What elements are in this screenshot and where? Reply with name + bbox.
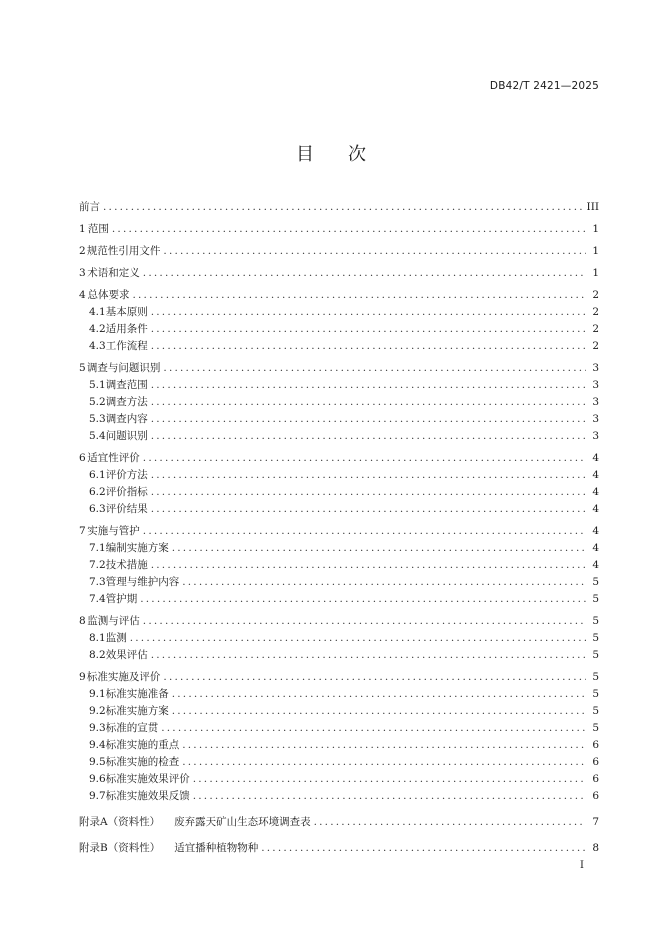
dot-leader	[193, 790, 586, 802]
toc-entry-number: 6.3	[89, 503, 106, 515]
toc-entry-page: 5	[592, 688, 599, 700]
toc-entry-label: 基本原则	[105, 306, 148, 318]
dot-leader	[151, 323, 586, 335]
toc-entry-page: III	[586, 201, 599, 213]
toc-entry-number: 9	[79, 671, 86, 683]
toc-entry-label: 评价指标	[105, 486, 148, 498]
toc-entry-number: 7.2	[89, 559, 106, 571]
dot-leader	[151, 559, 586, 571]
toc-entry-number: 8	[79, 615, 86, 627]
toc-entry[interactable]	[79, 287, 599, 304]
dot-leader	[172, 688, 586, 700]
toc-entry-label: 调查范围	[105, 379, 148, 391]
dot-leader	[151, 486, 586, 498]
toc-entry-page: 3	[592, 379, 599, 391]
toc-entry[interactable]	[79, 540, 599, 557]
toc-entry-number: 9.4	[89, 739, 106, 751]
standard-code: DB42/T 2421—2025	[489, 80, 599, 92]
toc-entry[interactable]	[79, 591, 599, 608]
dot-leader	[182, 756, 586, 768]
toc-entry-label: 标准实施准备	[105, 688, 169, 700]
toc-entry-page: 6	[592, 756, 599, 768]
dot-leader	[163, 245, 586, 257]
dot-leader	[140, 593, 586, 605]
toc-entry-number: 9.2	[89, 705, 106, 717]
toc-entry-page: 8	[592, 842, 599, 854]
toc-entry[interactable]	[79, 428, 599, 445]
toc-entry-number: 7.3	[89, 576, 106, 588]
toc-entry[interactable]	[79, 265, 599, 282]
table-of-contents	[79, 199, 599, 857]
toc-entry-number: 5.4	[89, 430, 106, 442]
toc-entry[interactable]	[79, 703, 599, 720]
toc-entry[interactable]	[79, 669, 599, 686]
toc-entry[interactable]	[79, 737, 599, 754]
toc-entry-page: 3	[592, 413, 599, 425]
toc-entry-page: 6	[592, 739, 599, 751]
dot-leader	[112, 223, 586, 235]
toc-entry-page: 4	[592, 503, 599, 515]
toc-entry-label: 标准实施的检查	[105, 756, 180, 768]
toc-entry[interactable]	[79, 338, 599, 355]
toc-entry-label: 管理与维护内容	[105, 576, 180, 588]
toc-entry-page: 5	[592, 615, 599, 627]
toc-entry[interactable]	[79, 394, 599, 411]
toc-entry-number: 8.1	[89, 632, 106, 644]
title-char-1: 目	[296, 144, 314, 165]
dot-leader	[132, 289, 586, 301]
toc-entry-label: 实施与管护	[87, 525, 140, 537]
toc-entry[interactable]	[79, 686, 599, 703]
toc-entry-label: 标准的宣贯	[105, 722, 159, 734]
dot-leader	[151, 396, 586, 408]
toc-entry-number: 6	[79, 452, 86, 464]
dot-leader	[314, 816, 586, 828]
footer-page-number: I	[580, 860, 584, 871]
toc-entry[interactable]	[79, 523, 599, 540]
toc-entry-number: 5.3	[89, 413, 106, 425]
toc-entry-number: 1	[79, 223, 86, 235]
toc-entry-label: 适宜性评价	[87, 452, 140, 464]
toc-entry-label: 适宜播种植物物种	[174, 842, 259, 854]
toc-entry-page: 2	[592, 306, 599, 318]
toc-entry-page: 5	[592, 705, 599, 717]
toc-entry-number: 6.1	[89, 469, 106, 481]
dot-leader	[163, 362, 586, 374]
toc-entry-number: 5.2	[89, 396, 106, 408]
toc-entry[interactable]	[79, 360, 599, 377]
dot-leader	[151, 649, 586, 661]
toc-entry-label: 评价方法	[105, 469, 148, 481]
toc-entry-page: 3	[592, 362, 599, 374]
toc-entry[interactable]	[79, 467, 599, 484]
toc-entry-page: 1	[592, 223, 599, 235]
dot-leader	[103, 201, 584, 213]
toc-entry[interactable]	[79, 199, 599, 216]
dot-leader	[151, 430, 586, 442]
toc-entry-page: 5	[592, 671, 599, 683]
toc-entry-number: 4.2	[89, 323, 106, 335]
toc-entry-page: 4	[592, 452, 599, 464]
dot-leader	[151, 306, 586, 318]
title-char-2: 次	[348, 144, 366, 165]
toc-entry-page: 5	[592, 722, 599, 734]
toc-entry-number: 附录B（资料性）	[79, 842, 161, 854]
toc-entry-label: 技术措施	[105, 559, 148, 571]
toc-entry-label: 评价结果	[105, 503, 148, 515]
toc-entry[interactable]	[79, 814, 599, 831]
toc-entry-number: 4	[79, 289, 86, 301]
dot-leader	[151, 340, 586, 352]
toc-entry-page: 6	[592, 790, 599, 802]
dot-leader	[261, 842, 586, 854]
dot-leader	[161, 722, 586, 734]
toc-entry-page: 5	[592, 632, 599, 644]
toc-entry-label: 效果评估	[105, 649, 148, 661]
toc-entry-page: 2	[592, 289, 599, 301]
toc-entry[interactable]	[79, 501, 599, 518]
toc-entry-page: 6	[592, 773, 599, 785]
toc-entry[interactable]	[79, 630, 599, 647]
toc-entry-label: 适用条件	[105, 323, 148, 335]
toc-entry-label: 调查内容	[105, 413, 148, 425]
toc-entry-number: 2	[79, 245, 86, 257]
page-title	[0, 140, 662, 166]
toc-entry[interactable]	[79, 771, 599, 788]
toc-entry-number: 9.5	[89, 756, 106, 768]
toc-entry[interactable]	[79, 647, 599, 664]
toc-entry-label: 调查方法	[105, 396, 148, 408]
toc-entry-page: 1	[592, 245, 599, 257]
toc-entry-label: 标准实施方案	[105, 705, 169, 717]
toc-entry-page: 1	[592, 267, 599, 279]
toc-entry-number: 9.3	[89, 722, 106, 734]
toc-entry[interactable]	[79, 720, 599, 737]
toc-entry[interactable]	[79, 754, 599, 771]
toc-entry-number: 7	[79, 525, 86, 537]
toc-entry[interactable]	[79, 243, 599, 260]
dot-leader	[172, 705, 586, 717]
toc-entry-page: 4	[592, 525, 599, 537]
dot-leader	[163, 671, 586, 683]
toc-entry-page: 4	[592, 542, 599, 554]
toc-entry-number: 附录A（资料性）	[79, 816, 161, 828]
toc-entry[interactable]	[79, 788, 599, 805]
toc-entry-label: 编制实施方案	[105, 542, 169, 554]
toc-entry[interactable]	[79, 613, 599, 630]
toc-entry-label: 问题识别	[105, 430, 148, 442]
toc-entry-page: 2	[592, 340, 599, 352]
toc-entry-label: 调查与问题识别	[86, 362, 161, 374]
dot-leader	[151, 469, 586, 481]
toc-entry-page: 3	[592, 430, 599, 442]
toc-entry-number: 4.1	[89, 306, 106, 318]
toc-entry-label: 标准实施及评价	[86, 671, 161, 683]
toc-entry-number: 5	[79, 362, 86, 374]
toc-entry-label: 规范性引用文件	[86, 245, 161, 257]
toc-entry-number: 8.2	[89, 649, 106, 661]
dot-leader	[143, 267, 586, 279]
dot-leader	[151, 379, 586, 391]
toc-entry-number: 5.1	[89, 379, 106, 391]
toc-entry[interactable]	[79, 574, 599, 591]
toc-entry-page: 4	[592, 486, 599, 498]
toc-entry-number: 9.1	[89, 688, 106, 700]
toc-entry-number: 4.3	[89, 340, 106, 352]
toc-entry-number: 7.4	[89, 593, 106, 605]
toc-entry-page: 2	[592, 323, 599, 335]
toc-entry[interactable]	[79, 321, 599, 338]
toc-entry-label: 监测	[105, 632, 127, 644]
toc-entry-number: 7.1	[89, 542, 106, 554]
toc-entry-label: 范围	[87, 223, 109, 235]
toc-entry-page: 7	[592, 816, 599, 828]
dot-leader	[143, 615, 586, 627]
toc-entry-page: 5	[592, 576, 599, 588]
toc-entry-label: 标准实施的重点	[105, 739, 180, 751]
toc-entry-page: 5	[592, 649, 599, 661]
toc-entry-number: 6.2	[89, 486, 106, 498]
dot-leader	[193, 773, 586, 785]
toc-entry-number: 3	[79, 267, 86, 279]
toc-entry-number: 9.7	[89, 790, 106, 802]
toc-entry[interactable]	[79, 377, 599, 394]
toc-entry-label: 工作流程	[105, 340, 148, 352]
dot-leader	[182, 739, 586, 751]
dot-leader	[143, 452, 586, 464]
toc-entry[interactable]	[79, 450, 599, 467]
toc-entry[interactable]	[79, 557, 599, 574]
dot-leader	[172, 542, 586, 554]
toc-entry-page: 5	[592, 593, 599, 605]
toc-entry-label: 管护期	[105, 593, 138, 605]
toc-entry[interactable]	[79, 221, 599, 238]
toc-entry[interactable]	[79, 411, 599, 428]
toc-entry-label: 前言	[79, 201, 100, 213]
toc-entry[interactable]	[79, 840, 599, 857]
dot-leader	[182, 576, 586, 588]
toc-entry-label: 术语和定义	[87, 267, 140, 279]
toc-entry-label: 标准实施效果评价	[105, 773, 190, 785]
toc-entry-label: 总体要求	[87, 289, 130, 301]
toc-entry-page: 4	[592, 559, 599, 571]
toc-entry-page: 4	[592, 469, 599, 481]
dot-leader	[130, 632, 586, 644]
toc-entry-label: 标准实施效果反馈	[105, 790, 190, 802]
toc-entry-label: 监测与评估	[87, 615, 140, 627]
dot-leader	[143, 525, 586, 537]
toc-entry-number: 9.6	[89, 773, 106, 785]
toc-entry[interactable]	[79, 304, 599, 321]
toc-entry-page: 3	[592, 396, 599, 408]
toc-entry-label: 废弃露天矿山生态环境调查表	[174, 816, 311, 828]
dot-leader	[151, 503, 586, 515]
dot-leader	[151, 413, 586, 425]
toc-entry[interactable]	[79, 484, 599, 501]
